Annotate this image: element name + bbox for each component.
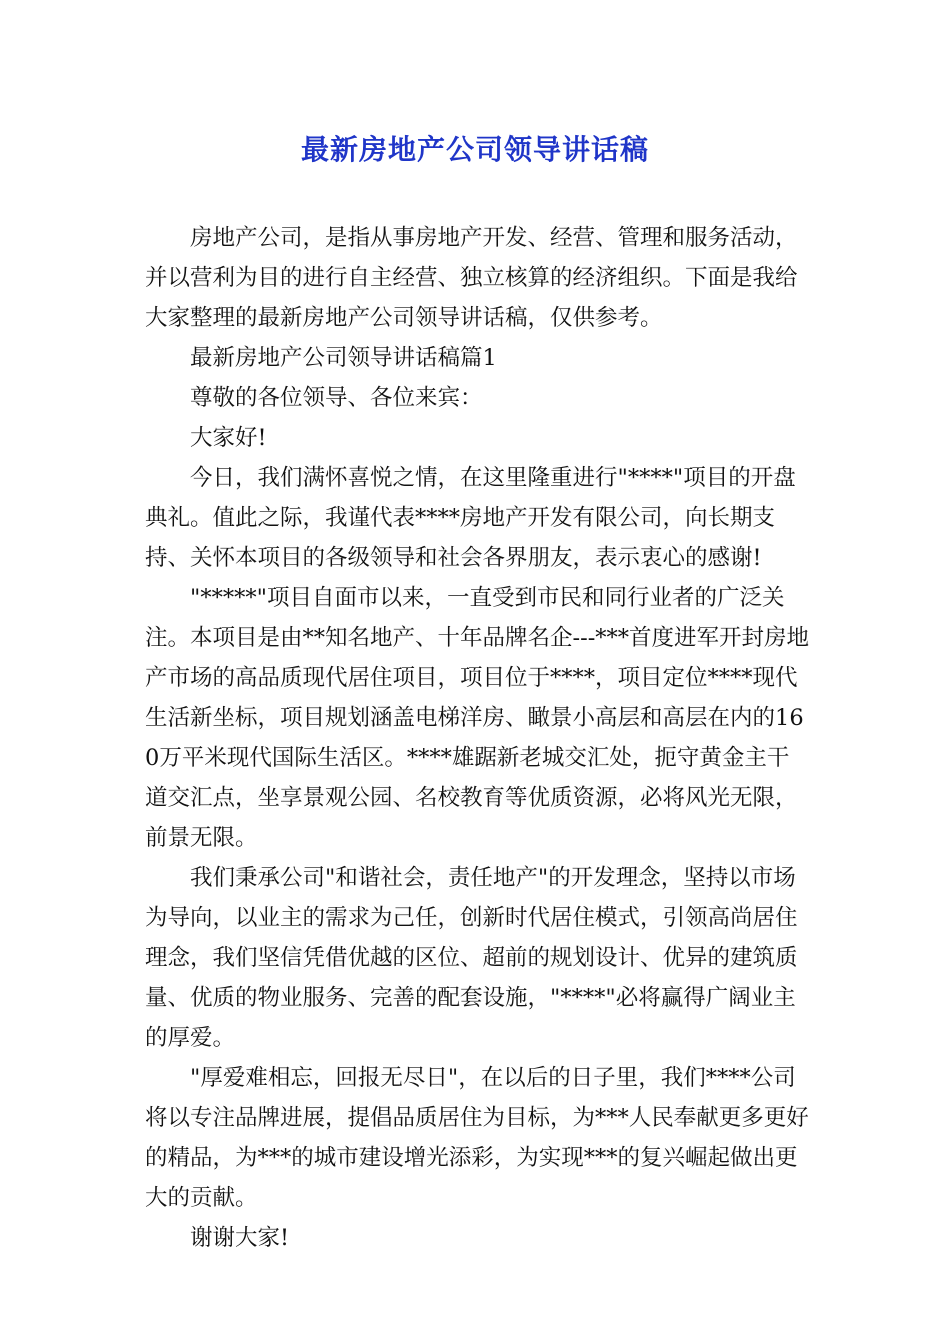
document-title: 最新房地产公司领导讲话稿 bbox=[300, 133, 649, 166]
paragraph-greeting: 大家好! bbox=[190, 425, 267, 451]
document-body bbox=[145, 218, 810, 1258]
paragraph-project: "*****"项目自面市以来，一直受到市民和同行业者的广泛关注。本项目是由**知名地产、十年品牌名企---***首度进军开封房地产市场的高品质现代居住项目，项目位于****，项目定位****现代生活新坐标，项目规划涵盖电梯洋房、瞰景小高层和高层在内的160万平米现代国际生活区。****雄踞新老城交汇处，扼守黄金主干道交汇点，坐享景观公园、名校教育等优质资源，必将风光无限，前景无限。 bbox=[145, 585, 810, 851]
paragraph-intro: 房地产公司，是指从事房地产开发、经营、管理和服务活动，并以营利为目的进行自主经营、独立核算的经济组织。下面是我给大家整理的最新房地产公司领导讲话稿，仅供参考。 bbox=[145, 225, 798, 331]
paragraph-closing: 谢谢大家! bbox=[190, 1225, 290, 1251]
paragraph-philosophy: 我们秉承公司"和谐社会，责任地产"的开发理念，坚持以市场为导向，以业主的需求为己任，创新时代居住模式，引领高尚居住理念，我们坚信凭借优越的区位、超前的规划设计、优异的建筑质量、优质的物业服务、完善的配套设施，"****"必将赢得广阔业主的厚爱。 bbox=[145, 865, 798, 1051]
paragraph-commitment: "厚爱难相忘，回报无尽日"，在以后的日子里，我们****公司将以专注品牌进展，提倡品质居住为目标，为***人民奉献更多更好的精品，为***的城市建设增光添彩，为实现***的复兴崛起做出更大的贡献。 bbox=[145, 1065, 809, 1211]
paragraph-section-heading: 最新房地产公司领导讲话稿篇1 bbox=[190, 345, 497, 371]
paragraph-opening: 今日，我们满怀喜悦之情，在这里隆重进行"****"项目的开盘典礼。值此之际，我谨代表****房地产开发有限公司，向长期支持、关怀本项目的各级领导和社会各界朋友，表示衷心的感谢! bbox=[145, 465, 796, 571]
paragraph-salutation: 尊敬的各位领导、各位来宾： bbox=[190, 385, 483, 411]
